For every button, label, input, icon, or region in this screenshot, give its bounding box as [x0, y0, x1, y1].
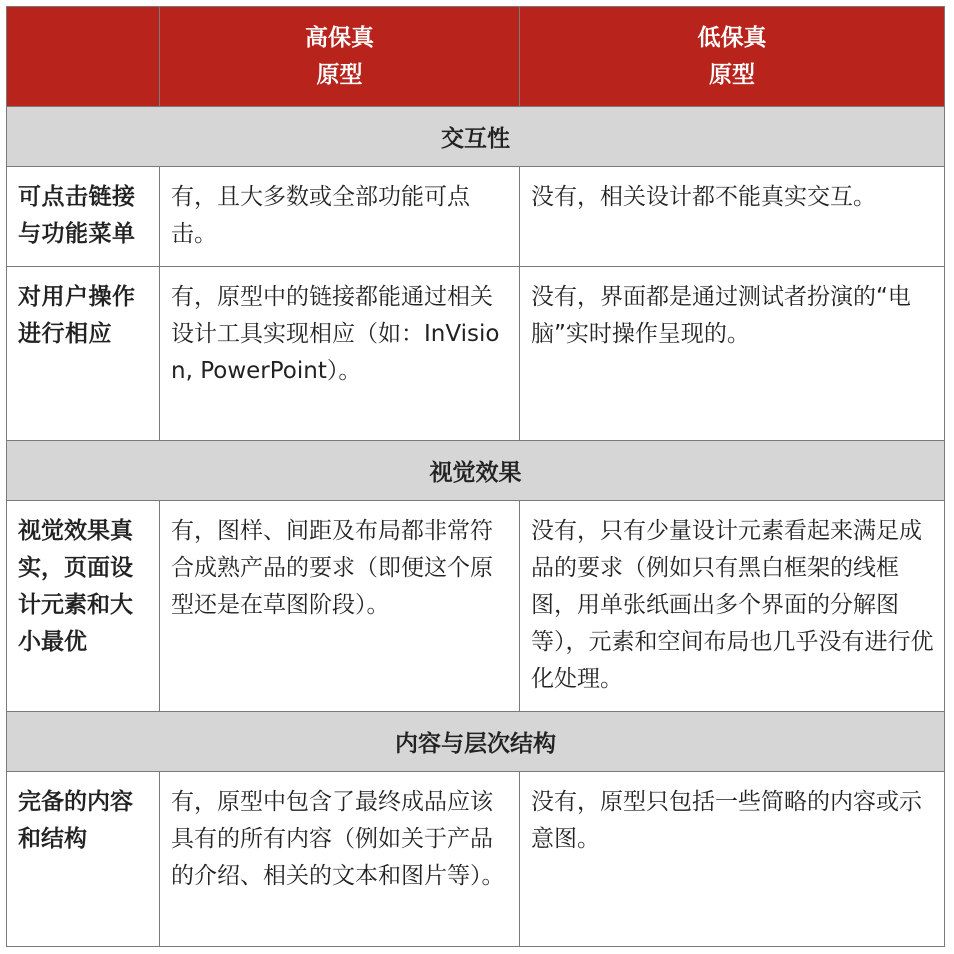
section-row-visual [7, 441, 945, 501]
header-high-fidelity-line-2: 原型 [316, 61, 363, 88]
table-row [7, 167, 945, 267]
table-row [7, 267, 945, 441]
high-fidelity-cell: 有，原型中的链接都能通过相关设计工具实现相应（如：InVision, PowerPoint）。 [160, 267, 520, 441]
high-fidelity-cell: 有，图样、间距及布局都非常符合成熟产品的要求（即便这个原型还是在草图阶段）。 [160, 501, 520, 712]
low-fidelity-cell: 没有，原型只包括一些简略的内容或示意图。 [520, 772, 945, 947]
table-row [7, 501, 945, 712]
header-low-fidelity [520, 7, 945, 107]
header-high-fidelity-line-1: 高保真 [305, 24, 374, 51]
table-row [7, 772, 945, 947]
header-low-fidelity-line-1: 低保真 [697, 24, 767, 51]
table-header-row [7, 7, 945, 107]
section-row-content-hierarchy [7, 712, 945, 772]
header-corner-cell [7, 7, 160, 107]
row-label: 可点击链接与功能菜单 [7, 167, 160, 267]
row-label: 完备的内容和结构 [7, 772, 160, 947]
section-title: 交互性 [7, 107, 945, 167]
high-fidelity-cell: 有，且大多数或全部功能可点击。 [160, 167, 520, 267]
low-fidelity-cell: 没有，只有少量设计元素看起来满足成品的要求（例如只有黑白框架的线框图，用单张纸画出多个界面的分解图等），元素和空间布局也几乎没有进行优化处理。 [520, 501, 945, 712]
low-fidelity-cell: 没有，相关设计都不能真实交互。 [520, 167, 945, 267]
low-fidelity-cell: 没有，界面都是通过测试者扮演的“电脑”实时操作呈现的。 [520, 267, 945, 441]
row-label: 对用户操作进行相应 [7, 267, 160, 441]
section-row-interactivity [7, 107, 945, 167]
comparison-table [6, 6, 945, 947]
section-title: 视觉效果 [7, 441, 945, 501]
row-label: 视觉效果真实，页面设计元素和大小最优 [7, 501, 160, 712]
high-fidelity-cell: 有，原型中包含了最终成品应该具有的所有内容（例如关于产品的介绍、相关的文本和图片等）。 [160, 772, 520, 947]
section-title: 内容与层次结构 [7, 712, 945, 772]
header-low-fidelity-line-2: 原型 [709, 61, 755, 88]
header-high-fidelity [160, 7, 520, 107]
